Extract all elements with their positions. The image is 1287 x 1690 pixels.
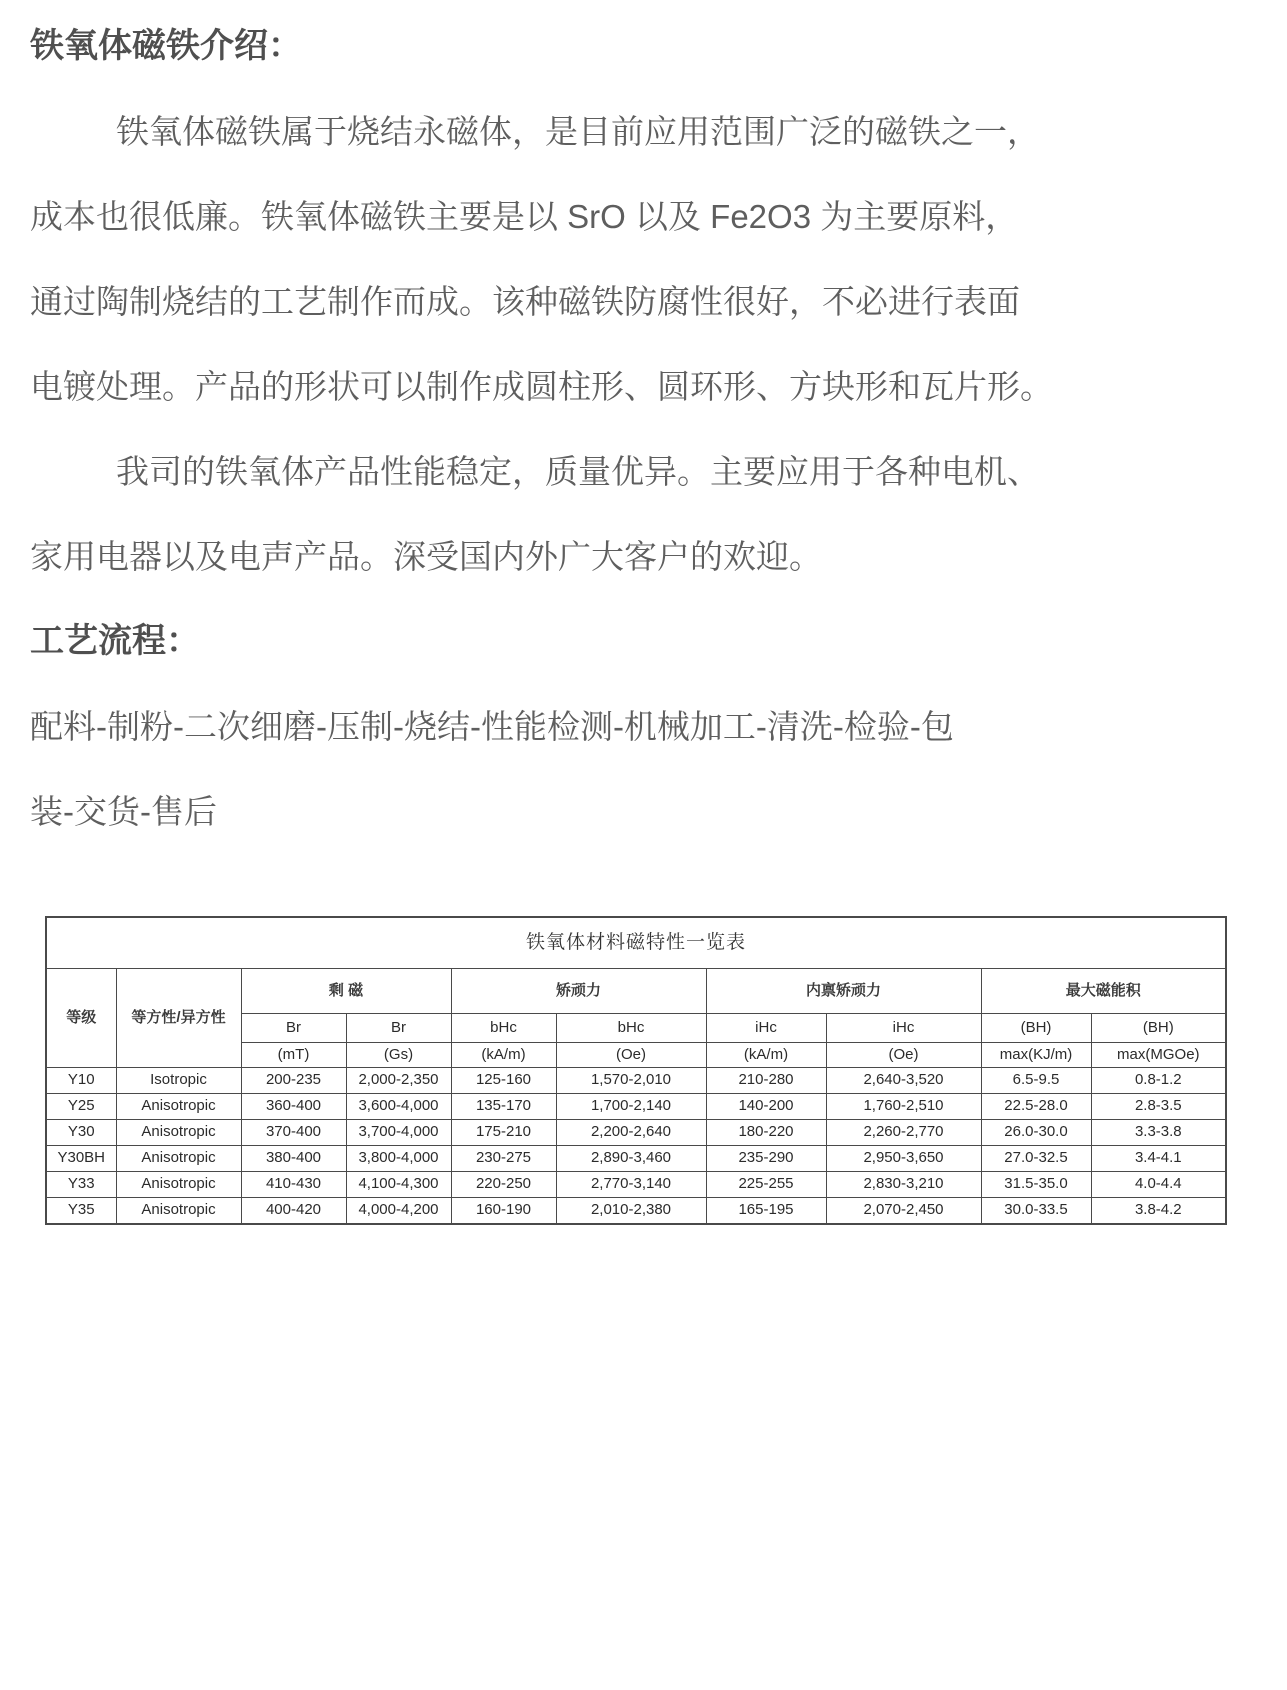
table-row	[46, 1172, 1226, 1198]
table-row	[46, 1120, 1226, 1146]
table-cell: Anisotropic	[116, 1094, 241, 1120]
table-cell: 31.5-35.0	[981, 1172, 1091, 1198]
intro-paragraph-line: 电镀处理。产品的形状可以制作成圆柱形、圆环形、方块形和瓦片形。	[30, 368, 1053, 405]
table-title: 铁氧体材料磁特性一览表	[46, 917, 1226, 969]
table-cell: 2,000-2,350	[346, 1068, 451, 1094]
table-cell: 3.4-4.1	[1091, 1146, 1226, 1172]
table-title-row	[46, 917, 1226, 969]
table-cell: Y30	[46, 1120, 116, 1146]
table-header	[46, 917, 1226, 1068]
table-cell: 135-170	[451, 1094, 556, 1120]
unit-cell: (Oe)	[826, 1043, 981, 1068]
table-cell: 0.8-1.2	[1091, 1068, 1226, 1094]
table-cell: 2,200-2,640	[556, 1120, 706, 1146]
subheader-cell: (BH)	[1091, 1014, 1226, 1043]
unit-cell: (kA/m)	[451, 1043, 556, 1068]
table-cell: 2,010-2,380	[556, 1198, 706, 1225]
unit-cell: (Oe)	[556, 1043, 706, 1068]
table-cell: Y25	[46, 1094, 116, 1120]
col-header-intrinsic-coercivity: 内禀矫顽力	[706, 969, 981, 1014]
intro-paragraph-line: 我司的铁氧体产品性能稳定，质量优异。主要应用于各种电机、	[116, 453, 1040, 490]
unit-cell: (Gs)	[346, 1043, 451, 1068]
table-cell: 1,700-2,140	[556, 1094, 706, 1120]
table-cell: 2,950-3,650	[826, 1146, 981, 1172]
table-cell: 2,640-3,520	[826, 1068, 981, 1094]
table-cell: 165-195	[706, 1198, 826, 1225]
table-cell: 4.0-4.4	[1091, 1172, 1226, 1198]
subheader-cell: Br	[241, 1014, 346, 1043]
intro-paragraph-line: 成本也很低廉。铁氧体磁铁主要是以 SrO 以及 Fe2O3 为主要原料，	[30, 198, 1019, 235]
table-cell: Y35	[46, 1198, 116, 1225]
process-heading: 工艺流程：	[30, 622, 200, 660]
table-cell: 4,100-4,300	[346, 1172, 451, 1198]
table-cell: 6.5-9.5	[981, 1068, 1091, 1094]
table-cell: 2,830-3,210	[826, 1172, 981, 1198]
table-cell: 220-250	[451, 1172, 556, 1198]
subheader-cell: (BH)	[981, 1014, 1091, 1043]
intro-heading: 铁氧体磁铁介绍：	[30, 27, 302, 65]
table-cell: 140-200	[706, 1094, 826, 1120]
intro-paragraph-line: 通过陶制烧结的工艺制作而成。该种磁铁防腐性很好，不必进行表面	[30, 283, 1020, 320]
table-cell: 3,600-4,000	[346, 1094, 451, 1120]
intro-paragraph-line: 家用电器以及电声产品。深受国内外广大客户的欢迎。	[30, 538, 822, 575]
table-row	[46, 1198, 1226, 1225]
table-cell: 3.3-3.8	[1091, 1120, 1226, 1146]
table-cell: 26.0-30.0	[981, 1120, 1091, 1146]
table-row	[46, 1146, 1226, 1172]
unit-cell: max(MGOe)	[1091, 1043, 1226, 1068]
col-header-grade: 等级	[46, 969, 116, 1068]
table-cell: Anisotropic	[116, 1172, 241, 1198]
table-cell: 30.0-33.5	[981, 1198, 1091, 1225]
table-cell: 180-220	[706, 1120, 826, 1146]
table-cell: 4,000-4,200	[346, 1198, 451, 1225]
table-cell: 400-420	[241, 1198, 346, 1225]
table-cell: 160-190	[451, 1198, 556, 1225]
table-cell: 230-275	[451, 1146, 556, 1172]
table-cell: 225-255	[706, 1172, 826, 1198]
table-cell: 125-160	[451, 1068, 556, 1094]
col-header-coercivity: 矫顽力	[451, 969, 706, 1014]
intro-paragraph-line: 铁氧体磁铁属于烧结永磁体，是目前应用范围广泛的磁铁之一，	[116, 113, 1040, 150]
table-cell: 22.5-28.0	[981, 1094, 1091, 1120]
col-header-max-energy-product: 最大磁能积	[981, 969, 1226, 1014]
table-body	[46, 1068, 1226, 1225]
table-cell: 235-290	[706, 1146, 826, 1172]
table-cell: 360-400	[241, 1094, 346, 1120]
subheader-cell: iHc	[826, 1014, 981, 1043]
table-cell: Y33	[46, 1172, 116, 1198]
table-cell: Anisotropic	[116, 1198, 241, 1225]
ferrite-properties-table	[45, 916, 1227, 1225]
table-cell: 370-400	[241, 1120, 346, 1146]
table-cell: 2,070-2,450	[826, 1198, 981, 1225]
unit-cell: (mT)	[241, 1043, 346, 1068]
table-group-header-row	[46, 969, 1226, 1014]
table-cell: 410-430	[241, 1172, 346, 1198]
table-cell: 3,800-4,000	[346, 1146, 451, 1172]
table-cell: 3,700-4,000	[346, 1120, 451, 1146]
subheader-cell: bHc	[556, 1014, 706, 1043]
table-cell: 1,570-2,010	[556, 1068, 706, 1094]
table-cell: Isotropic	[116, 1068, 241, 1094]
table-cell: 3.8-4.2	[1091, 1198, 1226, 1225]
table-cell: Anisotropic	[116, 1120, 241, 1146]
table-cell: 2,770-3,140	[556, 1172, 706, 1198]
unit-cell: max(KJ/m)	[981, 1043, 1091, 1068]
table-cell: 175-210	[451, 1120, 556, 1146]
table-cell: 200-235	[241, 1068, 346, 1094]
subheader-cell: iHc	[706, 1014, 826, 1043]
table-cell: Y30BH	[46, 1146, 116, 1172]
process-flow-line: 装-交货-售后	[30, 793, 217, 830]
table-cell: Anisotropic	[116, 1146, 241, 1172]
table-row	[46, 1068, 1226, 1094]
subheader-cell: bHc	[451, 1014, 556, 1043]
process-flow-line: 配料-制粉-二次细磨-压制-烧结-性能检测-机械加工-清洗-检验-包	[30, 708, 954, 745]
table-cell: 210-280	[706, 1068, 826, 1094]
table-cell: Y10	[46, 1068, 116, 1094]
col-header-remanence: 剩 磁	[241, 969, 451, 1014]
table-cell: 2,890-3,460	[556, 1146, 706, 1172]
col-header-isotropy: 等方性/异方性	[116, 969, 241, 1068]
table-cell: 2,260-2,770	[826, 1120, 981, 1146]
table-cell: 2.8-3.5	[1091, 1094, 1226, 1120]
table-cell: 27.0-32.5	[981, 1146, 1091, 1172]
subheader-cell: Br	[346, 1014, 451, 1043]
table-row	[46, 1094, 1226, 1120]
unit-cell: (kA/m)	[706, 1043, 826, 1068]
table-cell: 1,760-2,510	[826, 1094, 981, 1120]
table-cell: 380-400	[241, 1146, 346, 1172]
